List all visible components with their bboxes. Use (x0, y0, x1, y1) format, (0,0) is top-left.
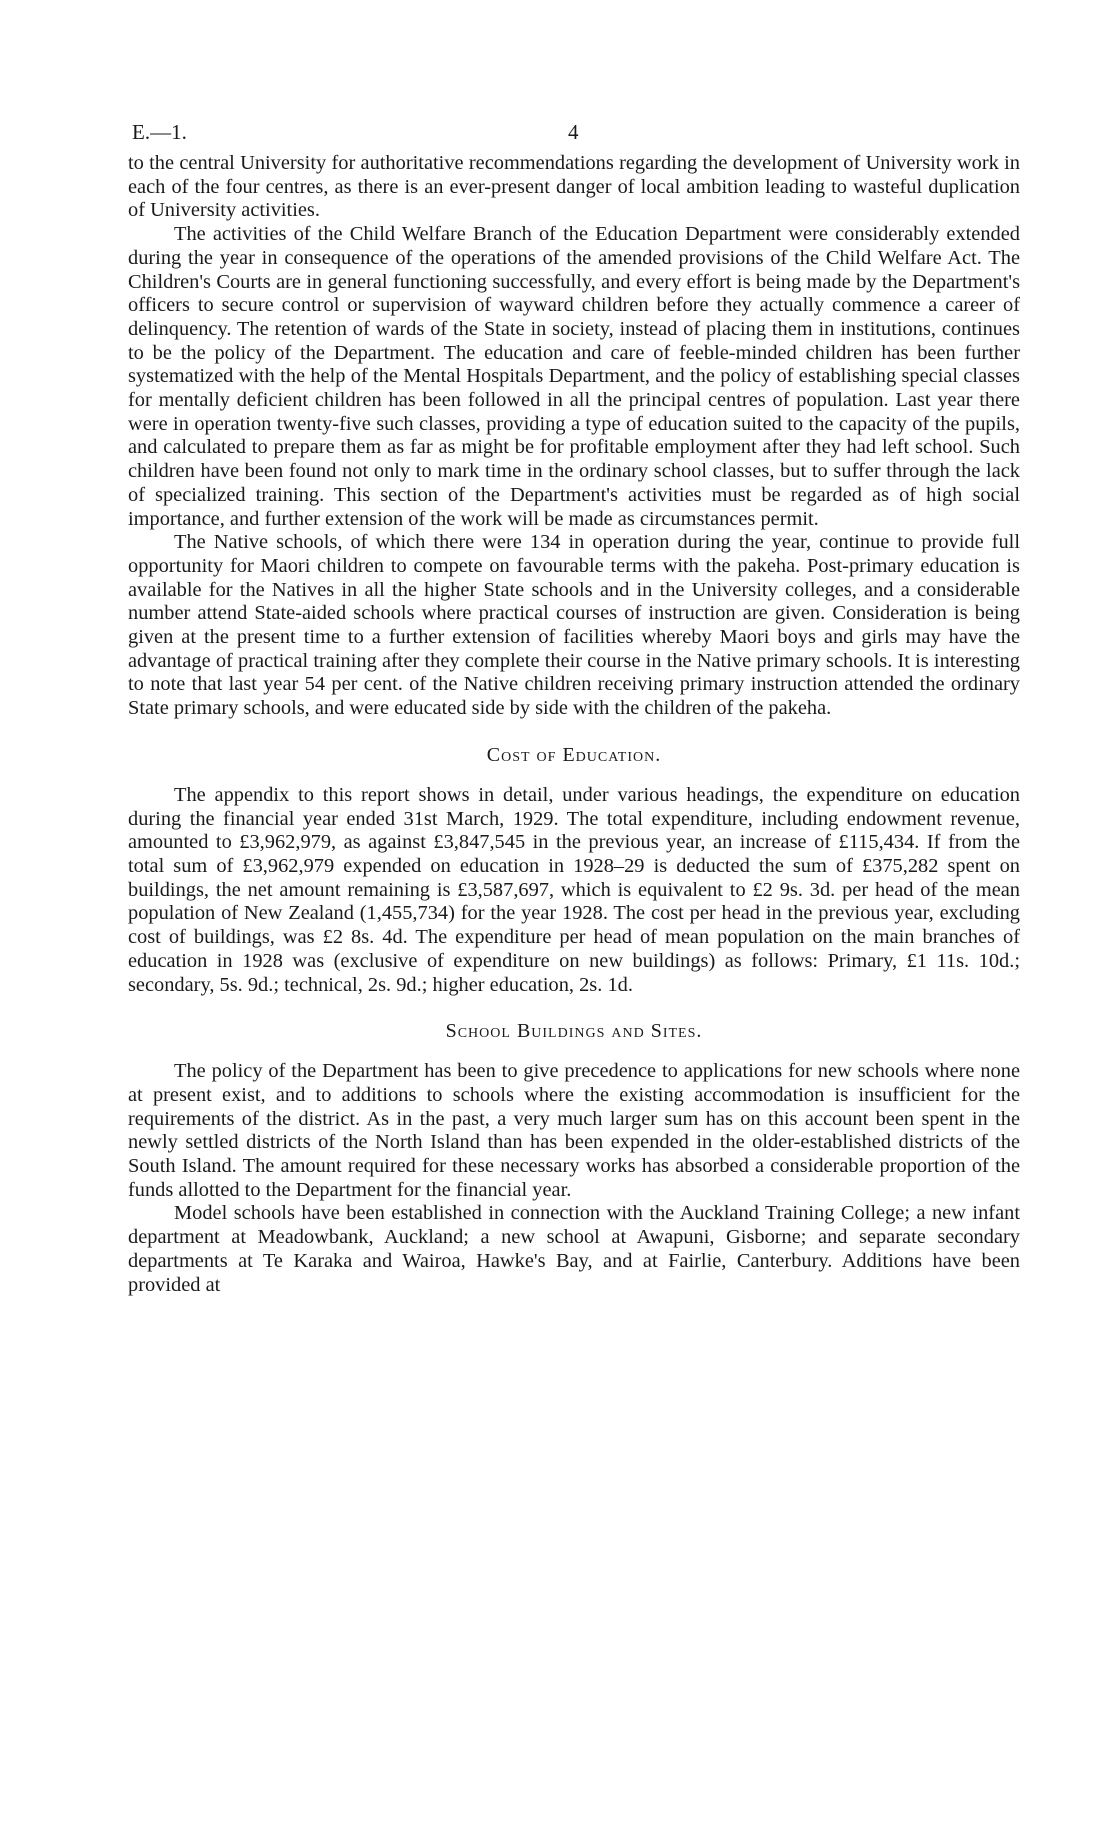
running-head (128, 120, 1020, 152)
paragraph-native-schools: The Native schools, of which there were 134 in operation during the year, continue to provide full opportunity for Maori children to compete on favourable terms with the pakeha. Post-primary education is available for the Natives in all the higher State schools and in the University colleges, and a considerable number attend State-aided schools where practical courses of instruction are given. Consideration is being given at the present time to a further extension of facilities whereby Maori boys and girls may have the advantage of practical training after they complete their course in the Native primary schools. It is interesting to note that last year 54 per cent. of the Native children receiving primary instruction attended the ordinary State primary schools, and were educated side by side with the children of the pakeha. (128, 531, 1020, 720)
document-page (128, 120, 1020, 1297)
section-heading-cost-of-education: Cost of Education. (486, 743, 662, 766)
paragraph-cost-of-education: The appendix to this report shows in detail, under various headings, the expenditure on education during the financial year ended 31st March, 1929. The total expenditure, including endowment revenue, amounted to £3,962,979, as against £3,847,545 in the previous year, an increase of £115,434. If from the total sum of £3,962,979 expended on education in 1928–29 is deducted the sum of £375,282 spent on buildings, the net amount remaining is £3,587,697, which is equivalent to £2 9s. 3d. per head of the mean population of New Zealand (1,455,734) for the year 1928. The cost per head in the previous year, excluding cost of buildings, was £2 8s. 4d. The expenditure per head of mean population on the main branches of education in 1928 was (exclusive of expenditure on new buildings) as follows: Primary, £1 11s. 10d.; secondary, 5s. 9d.; technical, 2s. 9d.; higher education, 2s. 1d. (128, 783, 1020, 996)
paragraph-model-schools: Model schools have been established in connection with the Auckland Training College; a new infant department at Meadowbank, Auckland; a new school at Awapuni, Gisborne; and separate secondary departments at Te Karaka and Wairoa, Hawke's Bay, and at Fairlie, Canterbury. Additions have been provided at (128, 1202, 1020, 1296)
paragraph-university: to the central University for authoritative recommendations regarding the development of University work in each of the four centres, as there is an ever-present danger of local ambition leading to wasteful duplication of University activities. (128, 152, 1020, 222)
report-reference: E.—1. (132, 120, 187, 144)
paragraph-child-welfare: The activities of the Child Welfare Branch of the Education Department were considerably extended during the year in consequence of the operations of the amended provisions of the Child Welfare Act. The Children's Courts are in general functioning successfully, and every effort is being made by the Department's officers to secure control or supervision of wayward children before they actually commence a career of delinquency. The retention of wards of the State in society, instead of placing them in institutions, continues to be the policy of the Department. The education and care of feeble-minded children has been further systematized with the help of the Mental Hospitals Department, and the policy of establishing special classes for mentally deficient children has been followed in all the principal centres of population. Last year there were in operation twenty-five such classes, providing a type of education suited to the capacity of the pupils, and calculated to prepare them as far as might be for profitable employment after they had left school. Such children have been found not only to mark time in the ordinary school classes, but to suffer through the lack of specialized training. This section of the Department's activities must be regarded as of high social importance, and further extension of the work will be made as circumstances permit. (128, 223, 1020, 530)
paragraph-building-policy: The policy of the Department has been to give precedence to applications for new schools where none at present exist, and to additions to schools where the existing accommodation is insufficient for the requirements of the district. As in the past, a very much larger sum has on this account been spent in the newly settled districts of the North Island than has been expended in the older-established districts of the South Island. The amount required for these necessary works has absorbed a considerable proportion of the funds allotted to the Department for the financial year. (128, 1060, 1020, 1201)
page-number: 4 (568, 120, 579, 144)
section-heading-school-buildings: School Buildings and Sites. (445, 1020, 703, 1043)
